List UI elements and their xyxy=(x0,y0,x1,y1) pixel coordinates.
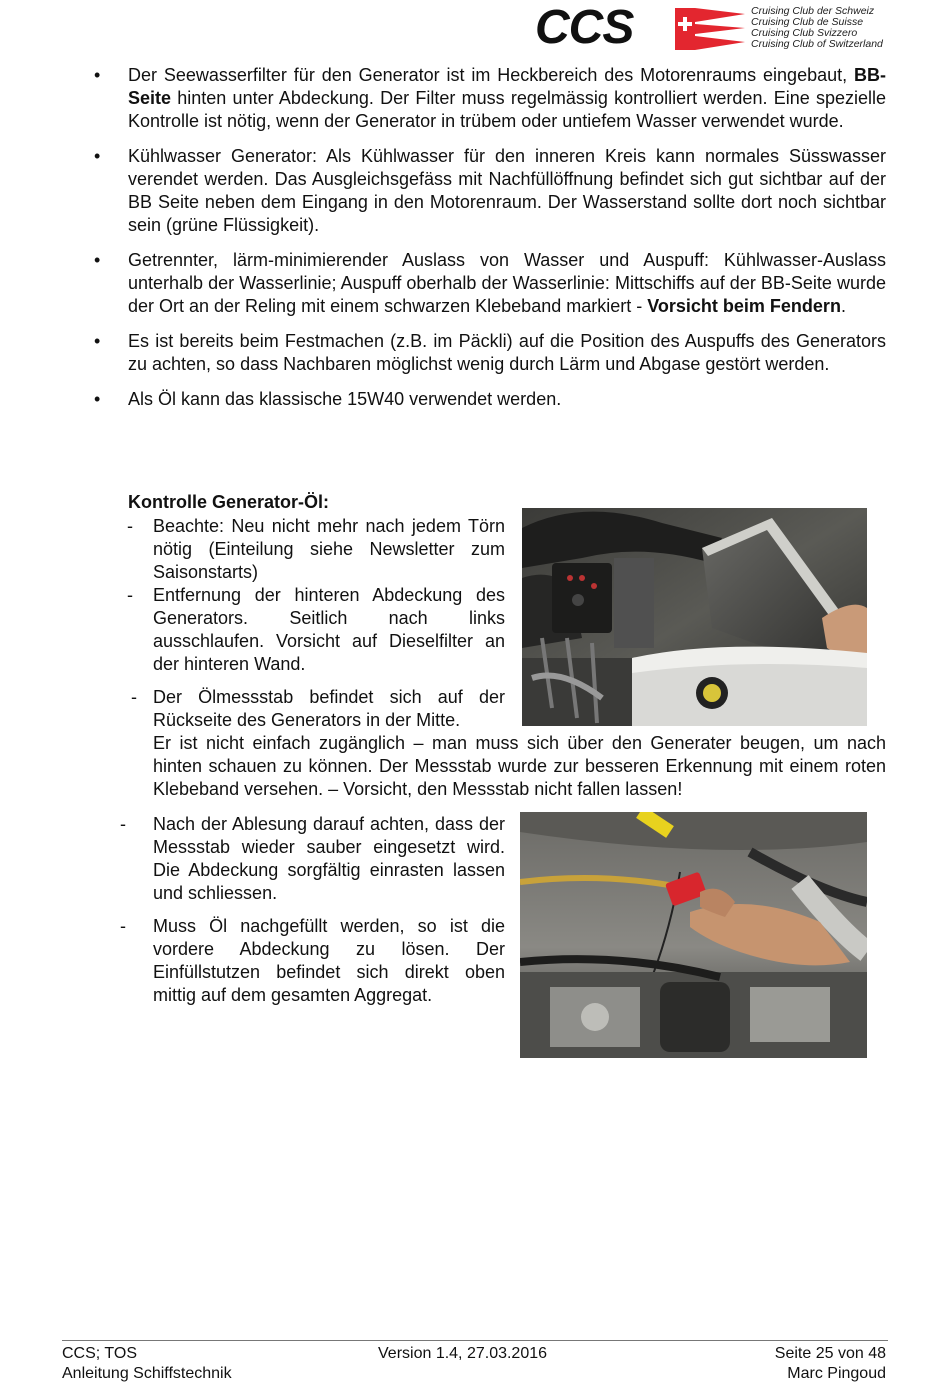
dash-item-text: Entfernung der hinteren Abdeckung des Generators. Seitlich nach links ausschlaufen. Vorsicht auf Dieselfilter an der hinteren Wand. xyxy=(153,585,505,674)
swiss-pennant-icon xyxy=(675,8,745,50)
dash-item xyxy=(127,584,505,676)
footer-version: Version 1.4, 27.03.2016 xyxy=(378,1345,548,1362)
bullet-bold-text: BB-Seite xyxy=(128,65,886,108)
dash-item-text: Beachte: Neu nicht mehr nach jedem Törn nötig (Einteilung siehe Newsletter zum Saisonstarts) xyxy=(153,516,505,582)
bullet-marker: • xyxy=(94,331,101,351)
bullet-list xyxy=(94,64,886,423)
bullet-text: hinten unter Abdeckung. Der Filter muss regelmässig kontrolliert werden. Eine spezielle Kontrolle ist nötig, wenn der Generator in trübem oder untiefem Wasser verwendet wurde. xyxy=(128,88,886,131)
section-title-oil-check: Kontrolle Generator-Öl: xyxy=(128,492,330,512)
dash-item-text: Muss Öl nachgefüllt werden, so ist die vordere Abdeckung zu lösen. Der Einfüllstutzen befindet sich direkt oben mittig auf dem gesamten Aggregat. xyxy=(153,916,505,1005)
dash-item-text: Nach der Ablesung darauf achten, dass der Messstab wieder sauber eingesetzt wird. Die Abdeckung sorgfältig einrasten lassen und schliessen. xyxy=(153,814,505,903)
bullet-marker: • xyxy=(94,65,101,85)
photo-oil-dipstick-image xyxy=(520,812,867,1058)
bullet-item xyxy=(94,64,886,133)
bullet-item xyxy=(94,388,886,411)
club-name-it: Cruising Club Svizzero xyxy=(751,27,858,39)
dash-item xyxy=(120,813,505,905)
photo-generator-cover-image xyxy=(522,508,867,726)
bullet-marker: • xyxy=(94,389,101,409)
footer-author: Marc Pingoud xyxy=(787,1365,886,1382)
footer-divider xyxy=(62,1340,888,1341)
dash-continuation xyxy=(153,732,886,801)
footer-page-number: Seite 25 von 48 xyxy=(774,1345,886,1362)
bullet-bold-text: Vorsicht beim Fendern xyxy=(647,296,841,316)
club-name-en: Cruising Club of Switzerland xyxy=(751,38,883,50)
bullet-text: Der Seewasserfilter für den Generator ist im Heckbereich des Motorenraums eingebaut, xyxy=(128,65,854,85)
bullet-text: Es ist bereits beim Festmachen (z.B. im Päckli) auf die Position des Auspuffs des Generators zu achten, so dass Nachbaren möglichst wenig durch Lärm und Abgase gestört werden. xyxy=(128,331,886,374)
dash-marker: - xyxy=(120,916,126,936)
club-name-de: Cruising Club der Schweiz xyxy=(751,5,875,17)
club-name-fr: Cruising Club de Suisse xyxy=(751,16,864,28)
bullet-text: Als Öl kann das klassische 15W40 verwendet werden. xyxy=(128,389,562,409)
bullet-marker: • xyxy=(94,250,101,270)
bullet-text: Getrennter, lärm-minimierender Auslass von Wasser und Auspuff: Kühlwasser-Auslass unterhalb der Wasserlinie; Auspuff oberhalb der Wasserlinie: Mittschiffs auf der BB-Seite wurde der Ort an der Reling mit einem schwarzen Klebeband markiert - xyxy=(128,250,886,316)
dash-item-text: Der Ölmessstab befindet sich auf der Rückseite des Generators in der Mitte. xyxy=(153,687,505,730)
footer-right xyxy=(775,1344,886,1384)
bullet-marker: • xyxy=(94,146,101,166)
bullet-item xyxy=(94,330,886,376)
bullet-text: . xyxy=(840,296,846,316)
photo-oil-dipstick xyxy=(520,812,867,1058)
footer-doc-title: Anleitung Schiffstechnik xyxy=(62,1365,232,1382)
club-names xyxy=(751,6,883,50)
dash-marker: - xyxy=(127,585,133,605)
bullet-item xyxy=(94,249,886,318)
footer-left xyxy=(62,1344,232,1384)
bullet-item xyxy=(94,145,886,237)
dash-item xyxy=(131,686,505,732)
photo-generator-cover xyxy=(522,508,867,726)
dash-item xyxy=(120,915,505,1007)
footer-org: CCS; TOS xyxy=(62,1345,137,1362)
dash-marker: - xyxy=(131,687,137,707)
dash-marker: - xyxy=(120,814,126,834)
dash-marker: - xyxy=(127,516,133,536)
dash-item xyxy=(127,515,505,584)
ccs-logo xyxy=(535,1,895,54)
bullet-text: Kühlwasser Generator: Als Kühlwasser für den inneren Kreis kann normales Süsswasser verendet werden. Das Ausgleichsgefäss mit Nachfüllöffnung befindet sich gut sichtbar auf der BB Seite neben dem Eingang in den Motorenraum. Der Wasserstand sollte dort noch sichtbar sein (grüne Flüssigkeit). xyxy=(128,146,886,235)
dash-item-text: Er ist nicht einfach zugänglich – man muss sich über den Generater beugen, um nach hinten schauen zu können. Der Messstab wurde zur besseren Erkennung mit einem roten Klebeband versehen. – Vorsicht, den Messstab nicht fallen lassen! xyxy=(153,733,886,799)
logo-wordmark: CCS xyxy=(535,1,634,54)
